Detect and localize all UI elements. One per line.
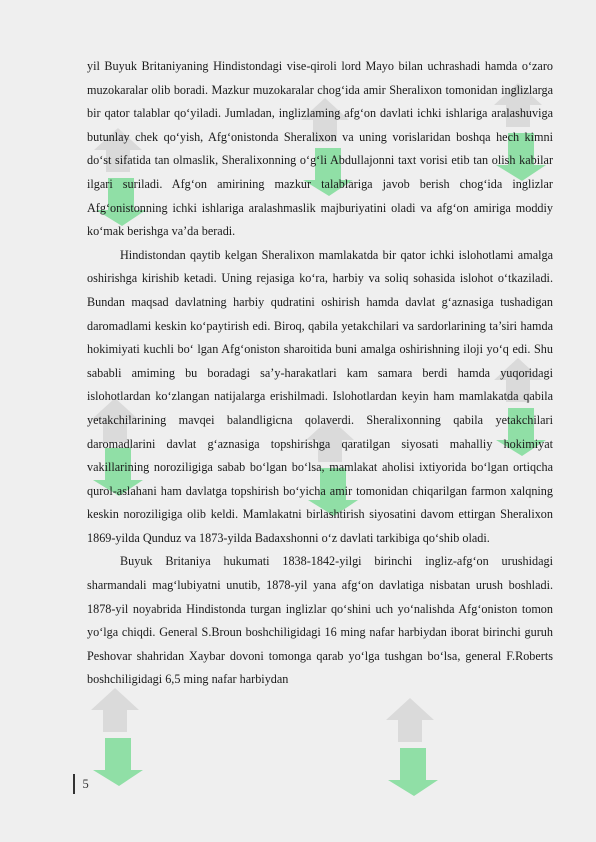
page-footer [73,774,89,794]
watermark-logo-icon [370,690,450,800]
body-text [87,55,553,692]
footer-divider [73,774,75,794]
paragraph: yil Buyuk Britaniyaning Hindistondagi vise-qiroli lord Mayo bilan uchrashadi hamda o‘zaro muzokaralar olib boradi. Mazkur muzokaralar chog‘ida amir Sheralixon tomonidan inglizlarga bir qator talablar qo‘yiladi. Jumladan, inglizlaming afg‘on davlati ichki ishlariga aralashuviga butunlay chek qo‘yish, Afg‘onistonda Sheralixon va uning vorislaridan boshqa hech kimni do‘st sifatida tan olmaslik, Sheralixonning o‘g‘li Abdullajonni taxt vorisi etib tan olish kabilar ilgari suriladi. Afg‘on amirining mazkur talablariga javob berish chog‘ida inglizlar Afg‘onistonning ichki ishlariga aralashmaslik majburiyatini oladi va afg‘on amiriga moddiy ko‘mak berishga va’da beradi. [87,59,553,239]
paragraph: Hindistondan qaytib kelgan Sheralixon mamlakatda bir qator ichki islohotlami amalga oshirishga kirishib ketadi. Uning rejasiga ko‘ra, harbiy va soliq sohasida islohot o‘tkaziladi. Bundan maqsad davlatning harbiy qudratini oshirish hamda davlat g‘aznasiga tushadigan daromadlami keskin ko‘paytirish edi. Biroq, qabila yetakchilari va sardorlarining ta’siri hamda hokimiyati kuchli bo‘ lgan Afg‘oniston sharoitida buni amalga oshirishning iloji yo‘q edi. Shu sababli amiming bu boradagi sa’y-harakatlari kam samara berdi hamda yuqoridagi islohotlardan ko‘zlangan natijalarga erishilmadi. Islohotlardan keyin ham mamlakatda qabila yetakchilarining mavqei balandligicna qolaverdi. Sheralixonning qabila yetakchilari daromadlarini davlat g‘aznasiga topshirishga qaratilgan siyosati mahalliy hokimiyat vakillarining noroziligiga sabab bo‘lgan bo‘lsa, mamlakat aholisi ixtiyorida bo‘lgan ortiqcha qurol-aslahani ham davlatga topshirish bo‘yicha amir tomonidan chiqarilgan farmon xalqning keskin noroziligiga olib keldi. Mamlakatni birlashtirish siyosatini davom ettirgan Sheralixon 1869-yilda Qunduz va 1873-yilda Badaxshonni o‘z davlati tarkibiga qo‘shib oladi. [87,247,553,545]
page-number: 5 [82,776,89,791]
paragraph: Buyuk Britaniya hukumati 1838-1842-yilgi birinchi ingliz-afg‘on urushidagi sharmandali mag‘lubiyatni unutib, 1878-yil yana afg‘on davlatiga nisbatan urush boshladi. 1878-yil noyabrida Hindistonda turgan inglizlar qo‘shini uch yo‘nalishda Afg‘oniston tomon yo‘lga chiqdi. General S.Broun boshchiligidagi 16 ming nafar harbiydan iborat birinchi guruh Peshovar shahridan Xaybar dovoni tomonga qarab yo‘lga tushgan bo‘lsa, general F.Roberts boshchiligidagi 6,5 ming nafar harbiydan [87,554,553,687]
